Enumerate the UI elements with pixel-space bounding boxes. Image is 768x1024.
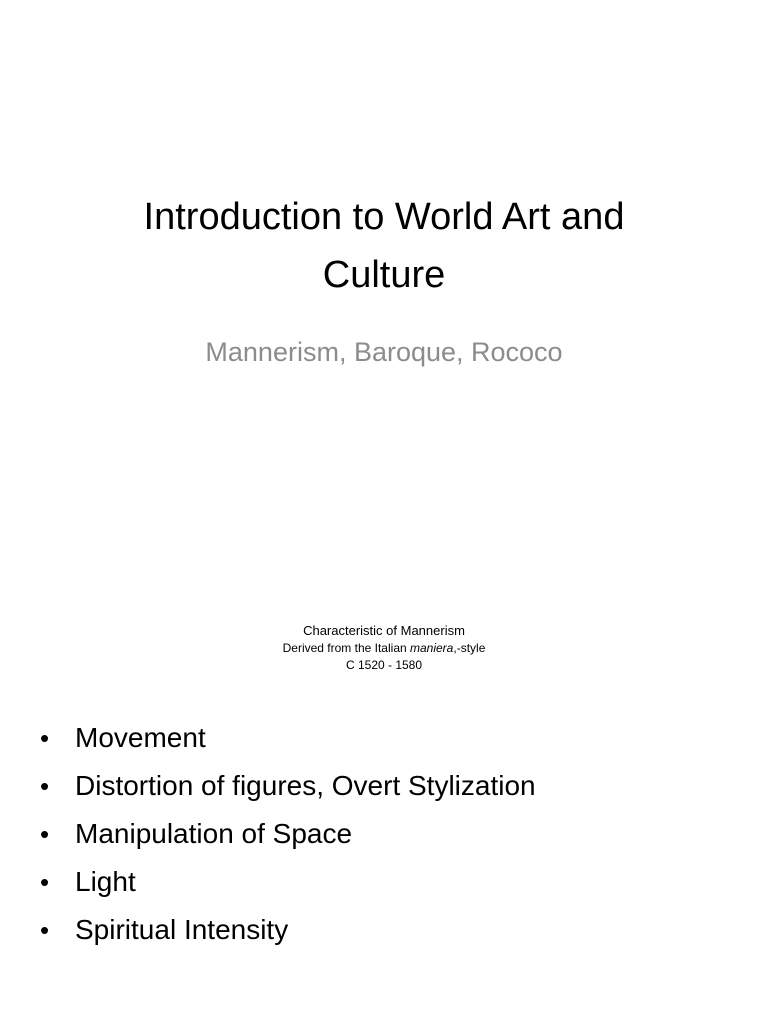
list-item — [40, 810, 740, 858]
bullet-icon: • — [40, 771, 50, 801]
note-date-range: C 1520 - 1580 — [345, 658, 423, 672]
list-item-text: Distortion of figures, Overt Stylization — [75, 770, 536, 801]
mannerism-note — [184, 621, 584, 674]
note-derived-line — [184, 640, 584, 657]
list-item — [40, 906, 740, 954]
note-heading: Characteristic of Mannerism — [303, 623, 465, 638]
bullet-icon: • — [40, 819, 50, 849]
slide-subtitle: Mannerism, Baroque, Rococo — [205, 337, 563, 367]
bullet-icon: • — [40, 915, 50, 945]
title-line-2: Culture — [322, 254, 446, 296]
note-derived-suffix: ,-style — [453, 641, 486, 655]
slide-title — [60, 188, 708, 304]
list-item-text: Light — [75, 866, 136, 897]
note-derived-italic: maniera — [410, 641, 454, 655]
bullet-icon: • — [40, 867, 50, 897]
list-item-text: Spiritual Intensity — [75, 914, 289, 945]
list-item — [40, 714, 740, 762]
list-item — [40, 762, 740, 810]
list-item — [40, 858, 740, 906]
bullet-icon: • — [40, 723, 50, 753]
characteristics-list — [40, 714, 740, 954]
list-item-text: Manipulation of Space — [75, 818, 353, 849]
title-line-1: Introduction to World Art and — [143, 196, 625, 238]
note-derived-prefix: Derived from the Italian — [282, 641, 410, 655]
list-item-text: Movement — [75, 722, 206, 753]
